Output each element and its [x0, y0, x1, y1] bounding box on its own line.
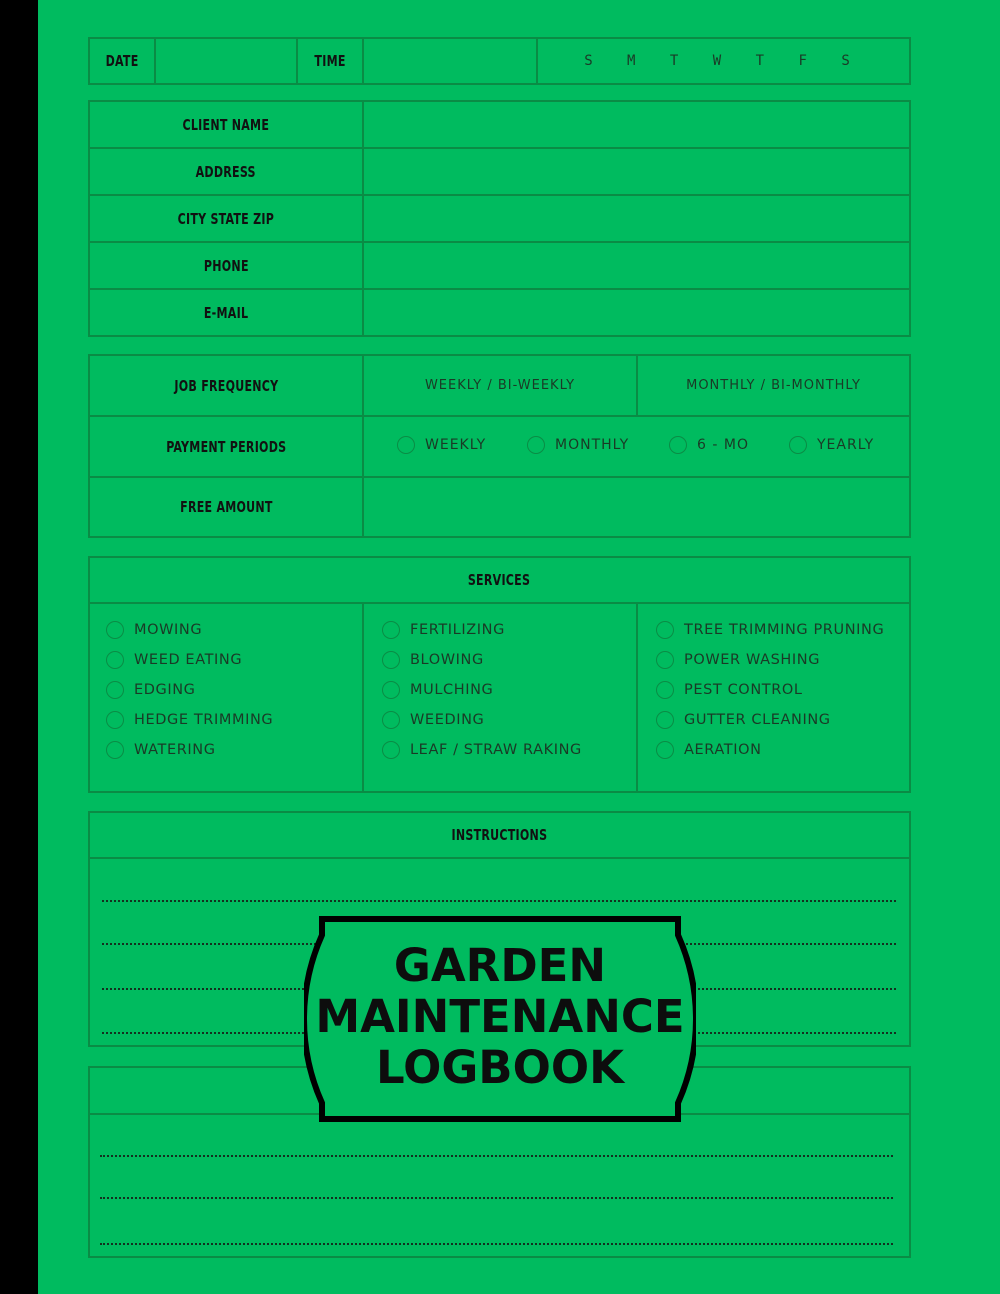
radio-icon[interactable] — [382, 681, 400, 699]
cover-title-line3: LOGBOOK — [376, 1041, 624, 1094]
radio-icon[interactable] — [106, 681, 124, 699]
city-state-zip-label: CITY STATE ZIP — [177, 209, 275, 228]
radio-icon[interactable] — [656, 711, 674, 729]
radio-icon[interactable] — [669, 436, 687, 454]
weekday-selector[interactable]: S M T W T F S — [584, 53, 863, 69]
service-leaf-straw-raking[interactable]: LEAF / STRAW RAKING — [382, 739, 582, 760]
services-column-1 — [106, 619, 273, 760]
payment-option-6mo[interactable]: 6 - MO — [669, 436, 749, 454]
email-field[interactable] — [364, 290, 909, 335]
date-label: DATE — [105, 52, 139, 70]
radio-icon[interactable] — [106, 741, 124, 759]
radio-icon[interactable] — [106, 621, 124, 639]
services-title: SERVICES — [468, 571, 531, 589]
cover-title-line1: GARDEN — [393, 939, 607, 992]
radio-icon[interactable] — [382, 711, 400, 729]
radio-icon[interactable] — [656, 651, 674, 669]
services-column-3 — [656, 619, 884, 760]
radio-icon[interactable] — [527, 436, 545, 454]
phone-label: PHONE — [203, 256, 249, 275]
notes-line[interactable] — [100, 1155, 893, 1157]
radio-icon[interactable] — [656, 681, 674, 699]
service-weed-eating[interactable]: WEED EATING — [106, 649, 273, 670]
email-label: E-MAIL — [203, 303, 249, 322]
notes-line[interactable] — [100, 1243, 893, 1245]
phone-field[interactable] — [364, 243, 909, 288]
client-name-field[interactable] — [364, 102, 909, 147]
service-power-washing[interactable]: POWER WASHING — [656, 649, 884, 670]
radio-icon[interactable] — [656, 741, 674, 759]
city-state-zip-field[interactable] — [364, 196, 909, 241]
payment-option-weekly[interactable]: WEEKLY — [397, 436, 486, 454]
frequency-option-monthly[interactable]: MONTHLY / BI-MONTHLY — [686, 378, 861, 393]
radio-icon[interactable] — [382, 621, 400, 639]
service-tree-trimming[interactable]: TREE TRIMMING PRUNING — [656, 619, 884, 640]
date-field[interactable] — [156, 39, 296, 83]
radio-icon[interactable] — [106, 651, 124, 669]
job-payment-table — [88, 354, 911, 538]
fee-amount-field[interactable] — [364, 478, 909, 536]
service-edging[interactable]: EDGING — [106, 679, 273, 700]
cover-title — [304, 940, 696, 1093]
cover-title-line2: MAINTENANCE — [315, 990, 685, 1043]
payment-periods-label: PAYMENT PERIODS — [165, 437, 287, 456]
service-pest-control[interactable]: PEST CONTROL — [656, 679, 884, 700]
service-watering[interactable]: WATERING — [106, 739, 273, 760]
service-hedge-trimming[interactable]: HEDGE TRIMMING — [106, 709, 273, 730]
job-frequency-label: JOB FREQUENCY — [173, 376, 278, 395]
service-gutter-cleaning[interactable]: GUTTER CLEANING — [656, 709, 884, 730]
radio-icon[interactable] — [106, 711, 124, 729]
radio-icon[interactable] — [382, 741, 400, 759]
service-fertilizing[interactable]: FERTILIZING — [382, 619, 582, 640]
payment-option-yearly[interactable]: YEARLY — [789, 436, 874, 454]
date-time-row — [88, 37, 911, 85]
service-mulching[interactable]: MULCHING — [382, 679, 582, 700]
payment-option-monthly[interactable]: MONTHLY — [527, 436, 629, 454]
address-field[interactable] — [364, 149, 909, 194]
fee-amount-label: FREE AMOUNT — [179, 498, 273, 516]
time-field[interactable] — [364, 39, 536, 83]
service-mowing[interactable]: MOWING — [106, 619, 273, 640]
services-column-2 — [382, 619, 582, 760]
radio-icon[interactable] — [382, 651, 400, 669]
service-blowing[interactable]: BLOWING — [382, 649, 582, 670]
radio-icon[interactable] — [789, 436, 807, 454]
address-label: ADDRESS — [195, 162, 257, 181]
service-aeration[interactable]: AERATION — [656, 739, 884, 760]
radio-icon[interactable] — [397, 436, 415, 454]
service-weeding[interactable]: WEEDING — [382, 709, 582, 730]
instructions-line[interactable] — [102, 900, 896, 902]
time-label: TIME — [314, 52, 346, 70]
frequency-option-weekly[interactable]: WEEKLY / BI-WEEKLY — [424, 378, 576, 393]
instructions-title: INSTRUCTIONS — [451, 826, 548, 844]
client-name-label: CLIENT NAME — [182, 115, 270, 134]
radio-icon[interactable] — [656, 621, 674, 639]
client-info-table — [88, 100, 911, 337]
notes-line[interactable] — [100, 1197, 893, 1199]
services-table — [88, 556, 911, 793]
book-spine — [0, 0, 38, 1294]
